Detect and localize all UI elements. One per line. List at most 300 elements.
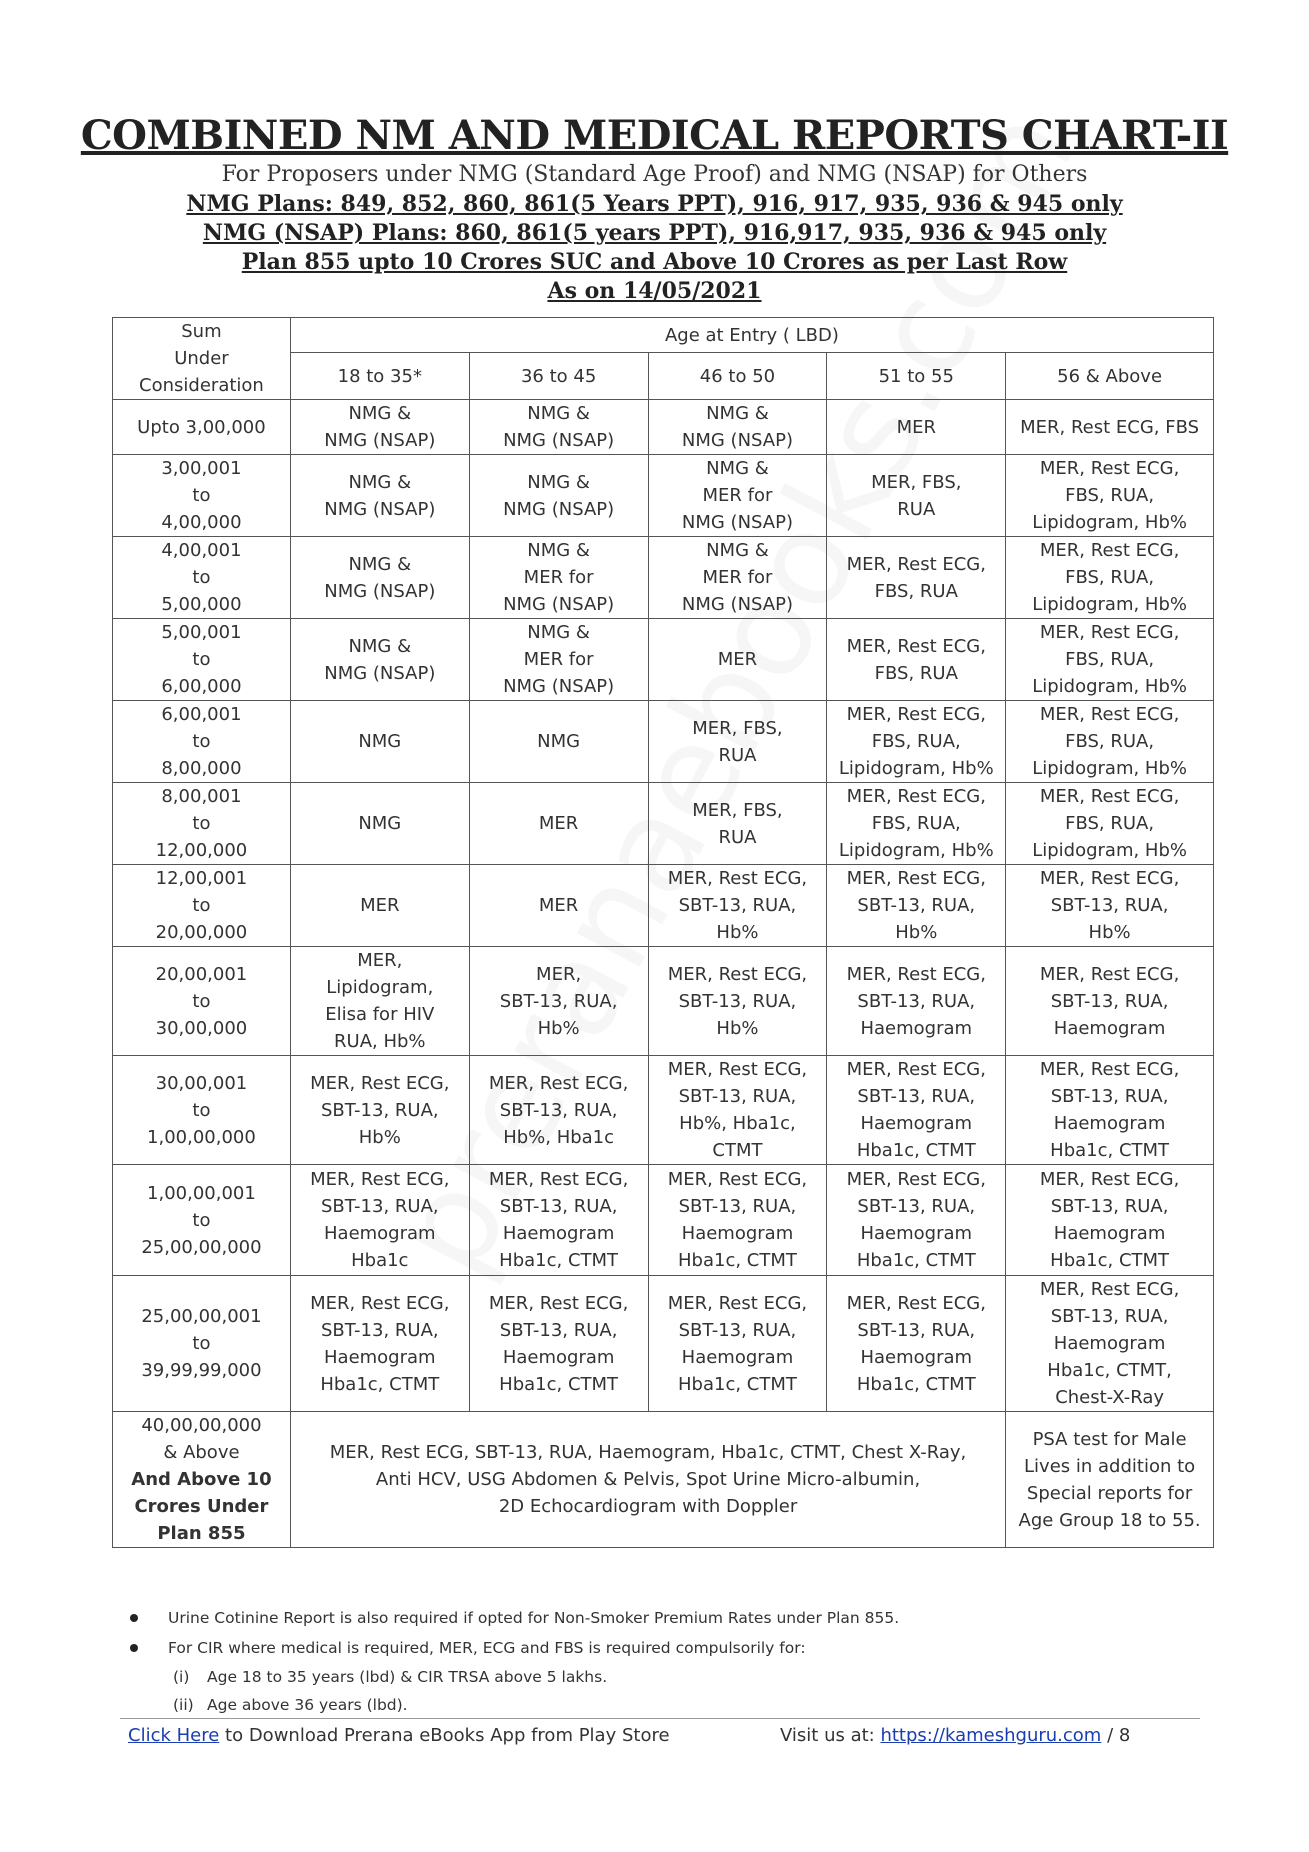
table-row: [113, 947, 1214, 1056]
cell-line: NMG (NSAP): [503, 594, 615, 615]
cell-line: MER, Rest ECG,: [667, 963, 808, 985]
footer-right: [780, 1722, 1130, 1750]
cell-line: FBS, RUA,: [1065, 813, 1155, 834]
as-on-date: As on 14/05/2021: [547, 278, 762, 304]
bullet-icon: [130, 1614, 138, 1622]
requirement-cell: [827, 783, 1006, 865]
requirement-cell: [648, 455, 827, 537]
cell-line: FBS, RUA,: [871, 813, 961, 834]
cell-line: & Above: [163, 1442, 240, 1463]
requirement-cell: [469, 701, 648, 783]
cell-line: 20,00,000: [155, 922, 248, 943]
cell-line: MER, Rest ECG,: [488, 1292, 629, 1314]
cell-line: NMG &: [348, 635, 412, 657]
table-row: [113, 701, 1214, 783]
cell-line: FBS, RUA,: [1065, 567, 1155, 588]
requirement-cell: [1006, 537, 1214, 619]
cell-line: FBS, RUA: [874, 580, 958, 602]
cell-line: SBT-13, RUA,: [499, 1196, 618, 1217]
requirement-cell: [648, 1056, 827, 1165]
psa-note-cell: [1006, 1412, 1214, 1548]
table-row: [113, 865, 1214, 947]
cell-line: SBT-13, RUA,: [857, 990, 976, 1012]
requirement-cell: [469, 1056, 648, 1165]
bullet-icon: [130, 1644, 138, 1652]
requirement-cell: [1006, 400, 1214, 455]
cell-line: CTMT: [712, 1140, 763, 1161]
sum-under-consideration-header: Sum Under Consideration: [113, 318, 291, 400]
sum-range-cell: [113, 865, 291, 947]
cell-line: Lipidogram,: [326, 977, 434, 998]
table-row: [113, 619, 1214, 701]
sum-range-cell: [113, 1276, 291, 1412]
cell-line: to: [192, 649, 211, 670]
cell-line: NMG &: [348, 403, 412, 424]
cell-line: NMG &: [527, 403, 590, 424]
cell-line: Hba1c, CTMT: [1050, 1250, 1170, 1271]
cell-line: SBT-13, RUA,: [499, 1099, 618, 1121]
page-number: / 8: [1101, 1725, 1131, 1746]
cell-line: NMG (NSAP): [503, 498, 615, 520]
sum-range-cell: [113, 947, 291, 1056]
cell-line: Hb%: [537, 1017, 580, 1039]
cell-line: Haemogram: [324, 1223, 436, 1244]
cell-line: Hb%: [895, 922, 938, 943]
requirement-cell: [827, 619, 1006, 701]
document-header: [0, 112, 1309, 306]
requirement-cell: [290, 537, 469, 619]
cell-line: MER, Rest ECG,: [667, 1292, 808, 1314]
cell-line: Haemogram: [1053, 1333, 1166, 1354]
cell-line: 5,00,001: [161, 622, 242, 643]
cell-line: Lipidogram, Hb%: [838, 840, 994, 861]
requirement-cell: [290, 1056, 469, 1165]
cell-line: MER for: [523, 649, 594, 670]
cell-line: MER for: [702, 567, 773, 588]
cell-line: Hb%, Hba1c,: [679, 1113, 796, 1134]
cell-line: Haemogram: [502, 1346, 615, 1368]
cell-line: MER,: [357, 950, 403, 971]
cell-line: Lives in addition to: [1024, 1455, 1196, 1477]
requirement-cell: [827, 1165, 1006, 1276]
requirement-cell: [648, 1165, 827, 1276]
page-title: COMBINED NM AND MEDICAL REPORTS CHART-II: [80, 112, 1229, 159]
sum-range-cell: [113, 455, 291, 537]
cell-line: MER, Rest ECG,: [667, 1169, 808, 1190]
cell-line: SBT-13, RUA,: [320, 1196, 439, 1217]
requirement-cell: [1006, 1165, 1214, 1276]
cell-line: MER, Rest ECG,: [310, 1072, 450, 1094]
cell-line: MER, FBS,: [692, 717, 783, 739]
cell-line: And Above 10: [131, 1469, 272, 1490]
cell-line: Age Group 18 to 55.: [1018, 1509, 1201, 1531]
requirement-cell: [827, 455, 1006, 537]
requirement-cell: [1006, 1056, 1214, 1165]
cell-line: MER, Rest ECG,: [310, 1169, 450, 1190]
age-group-header: 56 & Above: [1006, 353, 1214, 400]
cell-line: NMG: [358, 731, 402, 752]
age-group-header: 46 to 50: [648, 353, 827, 400]
requirement-cell: [469, 400, 648, 455]
cell-line: Chest-X-Ray: [1055, 1387, 1164, 1408]
cell-line: MER, Rest ECG,: [846, 786, 986, 807]
cell-line: PSA test for Male: [1032, 1428, 1187, 1450]
cell-line: MER: [538, 895, 579, 916]
cell-line: NMG &: [706, 403, 769, 424]
cell-line: Plan 855: [157, 1523, 246, 1544]
merged-requirement-cell: [290, 1412, 1005, 1548]
table-row: [113, 1165, 1214, 1276]
table-row: [113, 455, 1214, 537]
cell-line: to: [192, 813, 211, 834]
cell-line: Haemogram: [860, 1223, 973, 1244]
cell-line: FBS, RUA,: [1065, 649, 1155, 670]
sub-note-number: (i): [173, 1668, 190, 1686]
cell-line: Lipidogram, Hb%: [1032, 840, 1187, 861]
sub-note-text: Age 18 to 35 years (lbd) & CIR TRSA above 5 lakhs.: [207, 1668, 608, 1686]
age-group-header: 51 to 55: [827, 353, 1006, 400]
medical-reports-table: [112, 317, 1214, 1548]
requirement-cell: [290, 400, 469, 455]
requirement-cell: [290, 783, 469, 865]
page-footer: [128, 1722, 1208, 1750]
website-link[interactable]: https://kameshguru.com: [880, 1725, 1102, 1746]
cell-line: SBT-13, RUA,: [499, 990, 618, 1012]
requirement-cell: [827, 865, 1006, 947]
cell-line: MER,: [536, 963, 582, 985]
cell-line: NMG: [537, 731, 581, 752]
requirement-cell: [1006, 865, 1214, 947]
cell-line: Hba1c: [351, 1250, 409, 1271]
cell-line: MER: [360, 895, 400, 916]
cell-line: SBT-13, RUA,: [857, 1196, 976, 1217]
cell-line: Hba1c, CTMT: [856, 1373, 976, 1395]
cell-line: FBS, RUA: [874, 662, 958, 684]
requirement-cell: [290, 1165, 469, 1276]
cell-line: to: [192, 990, 211, 1012]
requirement-cell: [1006, 1276, 1214, 1412]
cell-line: Hba1c, CTMT: [1050, 1140, 1170, 1161]
download-app-text: to Download Prerana eBooks App from Play Store: [219, 1725, 670, 1746]
sub-note-number: (ii): [173, 1696, 194, 1714]
cell-line: Haemogram: [1053, 1223, 1166, 1244]
cell-line: 40,00,00,000: [141, 1415, 262, 1436]
cell-line: Hb%: [358, 1126, 401, 1148]
table-row: [113, 1412, 1214, 1548]
requirement-cell: [290, 947, 469, 1056]
table-row: [113, 783, 1214, 865]
requirement-cell: [827, 1056, 1006, 1165]
cell-line: MER, Rest ECG,: [1039, 963, 1180, 985]
cell-line: 25,00,00,001: [141, 1306, 262, 1327]
requirement-cell: [827, 537, 1006, 619]
cell-line: MER: [538, 813, 579, 834]
cell-line: NMG (NSAP): [681, 430, 793, 451]
requirement-cell: [290, 701, 469, 783]
cell-line: SBT-13, RUA,: [320, 1319, 439, 1341]
requirement-cell: [469, 947, 648, 1056]
cell-line: 20,00,001: [155, 963, 248, 985]
cell-line: MER: [717, 649, 758, 670]
requirement-cell: [648, 865, 827, 947]
cell-line: Hba1c, CTMT: [320, 1373, 440, 1395]
requirement-cell: [648, 400, 827, 455]
requirement-cell: [469, 537, 648, 619]
cell-line: NMG (NSAP): [324, 662, 436, 684]
sub-note-item: [130, 1663, 1210, 1691]
requirement-cell: [1006, 947, 1214, 1056]
cell-line: 12,00,000: [155, 840, 248, 861]
page-subtitle: For Proposers under NMG (Standard Age Proof) and NMG (NSAP) for Others: [221, 162, 1088, 187]
cell-line: FBS, RUA,: [871, 731, 961, 752]
sum-range-cell: [113, 1412, 291, 1548]
cell-line: MER, Rest ECG,: [1039, 704, 1180, 725]
cell-line: NMG &: [527, 622, 590, 643]
cell-line: 6,00,000: [161, 676, 242, 697]
cell-line: NMG (NSAP): [681, 594, 793, 615]
cell-line: SBT-13, RUA,: [320, 1099, 439, 1121]
cell-line: MER, Rest ECG,: [1039, 786, 1180, 807]
cell-line: 1,00,00,000: [147, 1126, 256, 1148]
table-row: [113, 537, 1214, 619]
cell-line: MER, Rest ECG,: [488, 1072, 629, 1094]
cell-line: 4,00,000: [161, 512, 242, 533]
cell-line: MER, Rest ECG, SBT-13, RUA, Haemogram, Hba1c, CTMT, Chest X-Ray,: [329, 1442, 967, 1463]
cell-line: to: [192, 731, 211, 752]
requirement-cell: [290, 455, 469, 537]
cell-line: MER, Rest ECG,: [846, 868, 986, 889]
download-app-link[interactable]: Click Here: [128, 1725, 220, 1746]
cell-line: SBT-13, RUA,: [678, 1319, 797, 1341]
cell-line: Haemogram: [681, 1346, 794, 1368]
cell-line: MER, Rest ECG,: [846, 1059, 986, 1080]
requirement-cell: [1006, 701, 1214, 783]
note-item: [130, 1603, 1210, 1633]
cell-line: to: [192, 1209, 211, 1231]
requirement-cell: [290, 865, 469, 947]
requirement-cell: [469, 865, 648, 947]
requirement-cell: [827, 400, 1006, 455]
cell-line: Upto 3,00,000: [137, 416, 266, 438]
cell-line: MER, Rest ECG,: [1039, 540, 1180, 561]
nmg-plans-line: NMG Plans: 849, 852, 860, 861(5 Years PPT), 916, 917, 935, 936 & 945 only: [186, 191, 1123, 217]
age-group-header: 18 to 35*: [290, 353, 469, 400]
cell-line: NMG &: [348, 553, 412, 575]
requirement-cell: [648, 537, 827, 619]
cell-line: Haemogram: [860, 1346, 973, 1368]
cell-line: NMG (NSAP): [503, 430, 615, 451]
cell-line: NMG (NSAP): [681, 512, 793, 533]
cell-line: Hba1c, CTMT,: [1047, 1360, 1172, 1381]
cell-line: SBT-13, RUA,: [857, 1319, 976, 1341]
sum-range-cell: [113, 1165, 291, 1276]
cell-line: 3,00,001: [161, 458, 242, 479]
cell-line: SBT-13, RUA,: [678, 1086, 797, 1107]
cell-line: MER, Rest ECG,: [310, 1292, 450, 1314]
cell-line: NMG (NSAP): [503, 676, 615, 697]
cell-line: Special reports for: [1026, 1482, 1193, 1504]
cell-line: 2D Echocardiogram with Doppler: [498, 1496, 798, 1517]
requirement-cell: [827, 701, 1006, 783]
requirement-cell: [469, 1276, 648, 1412]
visit-label: Visit us at:: [780, 1725, 881, 1746]
cell-line: Lipidogram, Hb%: [1032, 758, 1187, 779]
cell-line: Hba1c, CTMT: [856, 1140, 976, 1161]
cell-line: MER for: [702, 485, 773, 506]
cell-line: MER for: [523, 567, 594, 588]
cell-line: SBT-13, RUA,: [857, 1086, 976, 1107]
cell-line: Hb%: [716, 922, 759, 943]
requirement-cell: [290, 619, 469, 701]
sum-range-cell: [113, 537, 291, 619]
requirement-cell: [469, 783, 648, 865]
cell-line: MER, Rest ECG,: [1039, 1059, 1180, 1080]
requirement-cell: [648, 619, 827, 701]
cell-line: Haemogram: [1053, 1017, 1166, 1039]
requirement-cell: [648, 701, 827, 783]
requirement-cell: [469, 619, 648, 701]
cell-line: Hb%: [1088, 922, 1131, 943]
cell-line: MER, Rest ECG,: [667, 1059, 808, 1080]
cell-line: 8,00,001: [161, 786, 242, 807]
cell-line: NMG &: [527, 540, 590, 561]
sub-note-text: Age above 36 years (lbd).: [207, 1696, 408, 1714]
table-row: [113, 1056, 1214, 1165]
cell-line: MER, Rest ECG,: [1039, 622, 1180, 643]
age-at-entry-header: Age at Entry ( LBD): [290, 318, 1213, 353]
requirement-cell: [1006, 783, 1214, 865]
cell-line: MER, Rest ECG,: [1039, 458, 1180, 479]
cell-line: FBS, RUA,: [1065, 485, 1155, 506]
cell-line: SBT-13, RUA,: [678, 990, 797, 1012]
cell-line: Hba1c, CTMT: [678, 1250, 797, 1271]
age-group-header: 36 to 45: [469, 353, 648, 400]
cell-line: MER, FBS,: [871, 471, 962, 493]
cell-line: MER, Rest ECG,: [846, 1292, 986, 1314]
sum-range-cell: [113, 1056, 291, 1165]
cell-line: Haemogram: [681, 1223, 794, 1244]
requirement-cell: [648, 783, 827, 865]
cell-line: to: [192, 1099, 211, 1121]
cell-line: to: [192, 895, 211, 916]
cell-line: Hba1c, CTMT: [499, 1373, 619, 1395]
cell-line: NMG &: [348, 471, 412, 493]
footer-divider: [120, 1718, 1200, 1719]
cell-line: MER, Rest ECG,: [1039, 1169, 1180, 1190]
notes-section: [130, 1603, 1210, 1719]
requirement-cell: [827, 1276, 1006, 1412]
cell-line: MER, Rest ECG,: [846, 704, 986, 725]
cell-line: MER, Rest ECG,: [488, 1169, 629, 1190]
cell-line: Lipidogram, Hb%: [838, 758, 994, 779]
requirement-cell: [648, 947, 827, 1056]
sum-range-cell: [113, 619, 291, 701]
cell-line: MER, Rest ECG,: [846, 553, 986, 575]
sub-note-item: [130, 1691, 1210, 1719]
cell-line: RUA: [718, 744, 757, 766]
cell-line: NMG (NSAP): [324, 498, 436, 520]
plan-855-line: Plan 855 upto 10 Crores SUC and Above 10 Crores as per Last Row: [241, 249, 1068, 275]
cell-line: 30,00,000: [155, 1017, 248, 1039]
cell-line: MER, Rest ECG,: [846, 635, 986, 657]
cell-line: 6,00,001: [161, 704, 242, 725]
cell-line: FBS, RUA,: [1065, 731, 1155, 752]
requirement-cell: [648, 1276, 827, 1412]
cell-line: NMG &: [706, 458, 769, 479]
requirement-cell: [469, 455, 648, 537]
requirement-cell: [827, 947, 1006, 1056]
cell-line: SBT-13, RUA,: [1050, 1306, 1169, 1327]
cell-line: Haemogram: [502, 1223, 615, 1244]
requirement-cell: [469, 1165, 648, 1276]
sum-range-cell: [113, 783, 291, 865]
cell-line: SBT-13, RUA,: [857, 895, 976, 916]
cell-line: Lipidogram, Hb%: [1032, 676, 1187, 697]
cell-line: 4,00,001: [161, 540, 242, 561]
cell-line: SBT-13, RUA,: [1050, 990, 1169, 1012]
cell-line: Lipidogram, Hb%: [1032, 512, 1187, 533]
note-text: For CIR where medical is required, MER, ECG and FBS is required compulsorily for:: [168, 1639, 806, 1657]
nmg-nsap-plans-line: NMG (NSAP) Plans: 860, 861(5 years PPT), 916,917, 935, 936 & 945 only: [202, 220, 1107, 246]
cell-line: NMG &: [527, 471, 590, 493]
cell-line: NMG (NSAP): [324, 430, 436, 451]
cell-line: NMG (NSAP): [324, 580, 436, 602]
cell-line: RUA: [897, 498, 936, 520]
requirement-cell: [290, 1276, 469, 1412]
cell-line: Lipidogram, Hb%: [1032, 594, 1187, 615]
note-item: [130, 1633, 1210, 1663]
cell-line: RUA: [718, 826, 757, 848]
cell-line: 12,00,001: [155, 868, 248, 889]
cell-line: Elisa for HIV: [325, 1004, 435, 1025]
cell-line: Haemogram: [1053, 1113, 1166, 1134]
cell-line: Hba1c, CTMT: [499, 1250, 619, 1271]
cell-line: MER: [896, 416, 936, 438]
cell-line: 25,00,00,000: [141, 1236, 262, 1258]
cell-line: MER, Rest ECG,: [667, 868, 808, 889]
cell-line: MER, FBS,: [692, 799, 783, 821]
cell-line: to: [192, 485, 211, 506]
cell-line: MER, Rest ECG,: [1039, 868, 1180, 889]
requirement-cell: [1006, 619, 1214, 701]
cell-line: RUA, Hb%: [334, 1031, 426, 1052]
cell-line: SBT-13, RUA,: [1050, 1086, 1169, 1107]
cell-line: Anti HCV, USG Abdomen & Pelvis, Spot Urine Micro-albumin,: [375, 1469, 921, 1490]
cell-line: MER, Rest ECG, FBS: [1020, 416, 1200, 438]
requirement-cell: [1006, 455, 1214, 537]
cell-line: Haemogram: [860, 1017, 973, 1039]
cell-line: SBT-13, RUA,: [499, 1319, 618, 1341]
cell-line: 5,00,000: [161, 594, 242, 615]
cell-line: Crores Under: [134, 1496, 269, 1517]
table-row: [113, 400, 1214, 455]
cell-line: 30,00,001: [155, 1072, 248, 1094]
cell-line: NMG: [358, 813, 402, 834]
note-text: Urine Cotinine Report is also required if opted for Non-Smoker Premium Rates under Plan 855.: [168, 1609, 900, 1627]
cell-line: MER, Rest ECG,: [1039, 1279, 1180, 1300]
sum-range-cell: [113, 400, 291, 455]
cell-line: Hb%: [716, 1017, 759, 1039]
cell-line: SBT-13, RUA,: [1050, 1196, 1169, 1217]
cell-line: 8,00,000: [161, 758, 242, 779]
cell-line: Haemogram: [860, 1113, 973, 1134]
cell-line: SBT-13, RUA,: [678, 895, 797, 916]
cell-line: Hba1c, CTMT: [856, 1250, 976, 1271]
cell-line: Hba1c, CTMT: [678, 1373, 797, 1395]
table-row: [113, 1276, 1214, 1412]
cell-line: Hb%, Hba1c: [503, 1126, 615, 1148]
cell-line: NMG &: [706, 540, 769, 561]
